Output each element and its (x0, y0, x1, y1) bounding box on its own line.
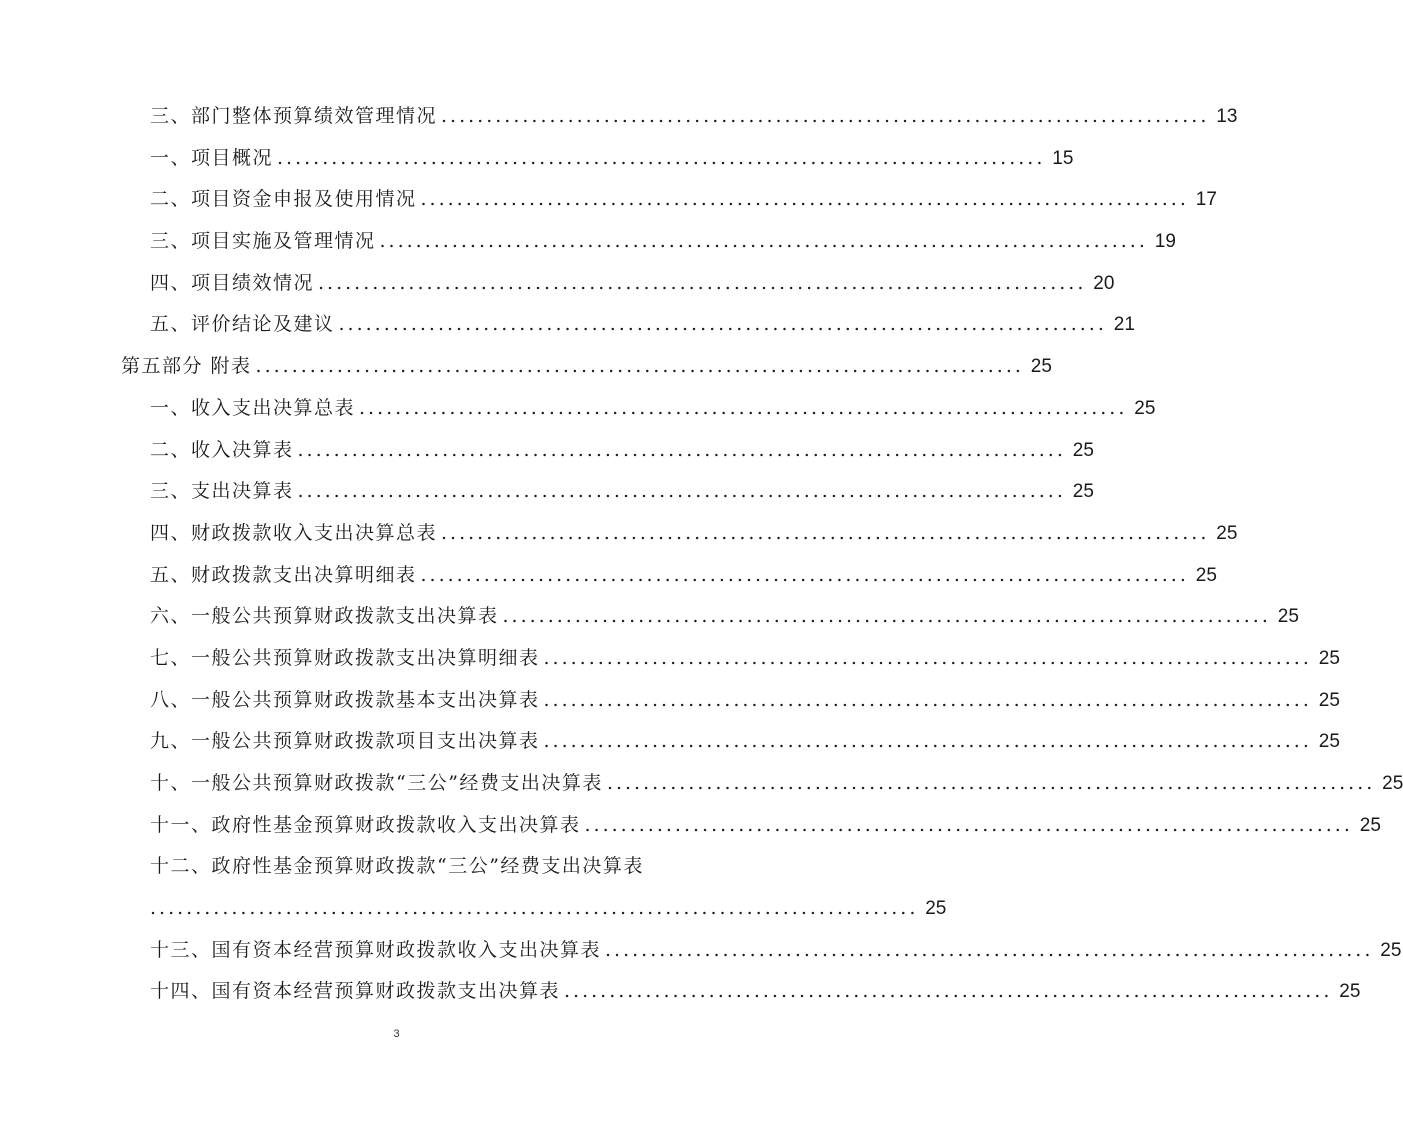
toc-entry[interactable] (0, 805, 1381, 847)
toc-entry-title: 八、一般公共预算财政拨款基本支出决算表 (150, 688, 540, 711)
toc-entry-page-number: 25 (1030, 356, 1052, 378)
toc-entry-page-number: 25 (1339, 981, 1361, 1003)
toc-entry-page-number: 13 (1216, 106, 1238, 127)
toc-entry[interactable] (0, 221, 1176, 263)
toc-entry-page-number: 17 (1195, 189, 1217, 211)
toc-entry-title: 四、项目绩效情况 (150, 271, 315, 294)
toc-entry-title: 五、财政拨款支出决算明细表 (150, 563, 417, 586)
toc-entry-continued (0, 888, 947, 930)
toc-entry-title: 十一、政府性基金预算财政拨款收入支出决算表 (150, 813, 581, 836)
toc-entry[interactable] (0, 138, 1074, 180)
toc-entry-page-number: 19 (1154, 231, 1176, 253)
toc-entry-title: 四、财政拨款收入支出决算总表 (150, 521, 438, 544)
toc-entry-page-number: 25 (1380, 939, 1402, 961)
toc-entry[interactable] (0, 471, 1094, 513)
toc-entry[interactable] (0, 763, 1403, 805)
toc-entry-page-number: 21 (1113, 314, 1135, 336)
toc-entry[interactable] (0, 971, 1361, 1013)
toc-entry-title: 十、一般公共预算财政拨款“三公”经费支出决算表 (150, 772, 603, 794)
dot-leader: ..................................................................................... (502, 605, 1271, 628)
toc-entry-title: 七、一般公共预算财政拨款支出决算明细表 (150, 646, 540, 669)
toc-entry-title: 一、收入支出决算总表 (150, 396, 356, 419)
toc-entry-title: 三、项目实施及管理情况 (150, 230, 376, 253)
toc-entry-title: 第五部分 附表 (121, 355, 252, 378)
dot-leader: ..................................................................................... (420, 563, 1189, 586)
toc-entry-page-number: 25 (1318, 689, 1340, 711)
toc-entry-page-number: 25 (1318, 647, 1340, 669)
dot-leader: ..................................................................................... (379, 230, 1148, 253)
toc-entry[interactable] (0, 596, 1299, 638)
toc-entry[interactable] (0, 721, 1340, 763)
dot-leader: ..................................................................................... (584, 813, 1353, 836)
dot-leader: ..................................................................................... (543, 688, 1312, 711)
toc-entry[interactable] (0, 846, 793, 888)
toc-entry[interactable] (0, 680, 1340, 722)
toc-entry[interactable] (0, 263, 1115, 305)
dot-leader: ..................................................................................... (318, 271, 1087, 294)
toc-entry[interactable] (0, 638, 1340, 680)
toc-entry-page-number: 25 (1072, 481, 1094, 503)
toc-entry-title: 九、一般公共预算财政拨款项目支出决算表 (150, 730, 540, 753)
dot-leader: ..................................................................................... (297, 480, 1066, 503)
dot-leader: ..................................................................................... (297, 438, 1066, 461)
toc-entry-page-number: 20 (1093, 272, 1115, 294)
toc-entry-page-number: 25 (1072, 439, 1094, 461)
dot-leader: ..................................................................................... (543, 730, 1312, 753)
toc-entry-page-number: 25 (1382, 773, 1403, 794)
toc-entry-title: 十三、国有资本经营预算财政拨款收入支出决算表 (150, 938, 602, 961)
toc-entry-page-number: 25 (1277, 606, 1299, 628)
toc-entry[interactable] (0, 430, 1094, 472)
toc-entry[interactable] (0, 555, 1217, 597)
toc-entry-title: 六、一般公共预算财政拨款支出决算表 (150, 605, 499, 628)
toc-entry-page-number: 25 (925, 898, 947, 920)
toc-entry-page-number: 25 (1216, 522, 1238, 544)
toc-entry-title: 三、支出决算表 (150, 480, 294, 503)
dot-leader: ..................................................................................... (564, 980, 1333, 1003)
table-of-contents (0, 96, 1403, 1013)
toc-entry[interactable] (0, 930, 1402, 972)
toc-entry[interactable] (0, 179, 1217, 221)
toc-entry[interactable] (0, 96, 1238, 138)
toc-entry-title: 二、项目资金申报及使用情况 (150, 188, 417, 211)
toc-entry-title: 一、项目概况 (150, 146, 274, 169)
toc-entry-title: 十四、国有资本经营预算财政拨款支出决算表 (150, 980, 561, 1003)
toc-entry-title: 三、部门整体预算绩效管理情况 (150, 105, 438, 127)
dot-leader: ..................................................................................... (605, 938, 1374, 961)
page-number: 3 (393, 1028, 400, 1040)
toc-entry-title: 十二、政府性基金预算财政拨款“三公”经费支出决算表 (150, 855, 644, 878)
dot-leader: ..................................................................................... (420, 188, 1189, 211)
toc-entry-title: 五、评价结论及建议 (150, 313, 335, 336)
toc-entry[interactable] (0, 304, 1135, 346)
dot-leader: ..................................................................................... (255, 355, 1024, 378)
dot-leader: ..................................................................................... (359, 396, 1128, 419)
toc-entry-page-number: 25 (1318, 731, 1340, 753)
toc-entry-page-number: 25 (1359, 814, 1381, 836)
dot-leader: ..................................................................................... (441, 521, 1210, 544)
toc-entry-page-number: 25 (1134, 397, 1156, 419)
dot-leader: ..................................................................................... (277, 146, 1046, 169)
dot-leader: ..................................................................................... (338, 313, 1107, 336)
dot-leader: ..................................................................................... (441, 105, 1210, 127)
toc-entry-page-number: 15 (1052, 147, 1074, 169)
dot-leader: ..................................................................................... (150, 897, 919, 920)
dot-leader: ..................................................................................... (543, 646, 1312, 669)
toc-entry-title: 二、收入决算表 (150, 438, 294, 461)
toc-entry[interactable] (0, 513, 1238, 555)
toc-entry[interactable] (0, 388, 1156, 430)
toc-entry[interactable] (0, 346, 1052, 388)
dot-leader: ..................................................................................... (606, 772, 1376, 794)
toc-entry-page-number: 25 (1195, 564, 1217, 586)
